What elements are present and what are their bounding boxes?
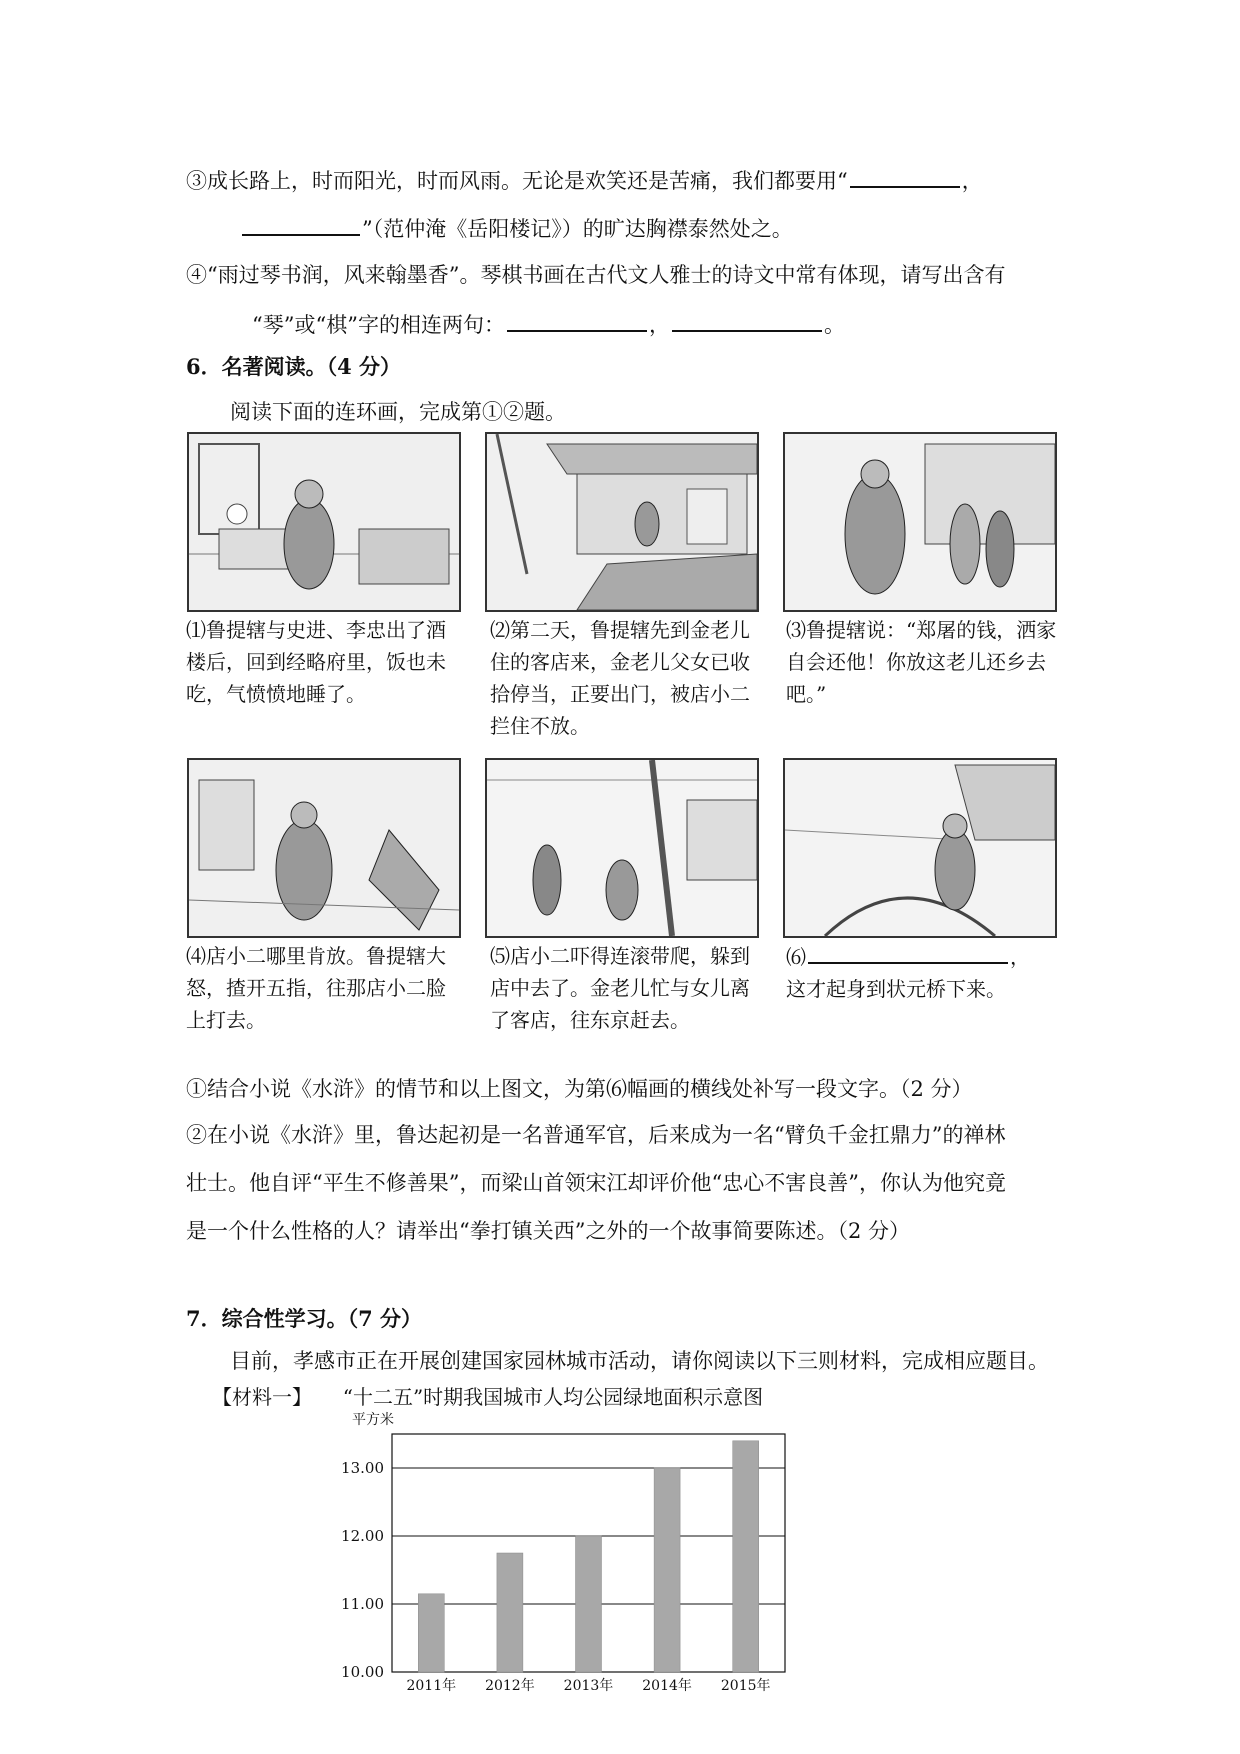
comic-panel-1-image xyxy=(187,432,461,612)
x-tick-label: 2013年 xyxy=(563,1678,614,1694)
comic-caption-5: ⑸店小二吓得连滚带爬，躲到店中去了。金老儿忙与女儿离了客店，往东京赶去。 xyxy=(490,944,750,1032)
material-one-header xyxy=(212,1382,763,1412)
comic-illustration-3 xyxy=(785,434,1055,610)
comic-caption-1: ⑴鲁提辖与史进、李忠出了酒楼后，回到经略府里，饭也未吃，气愤愤地睡了。 xyxy=(186,618,446,706)
q6-title: 6．名著阅读。（4 分） xyxy=(186,354,402,379)
y-tick-label: 10.00 xyxy=(341,1663,384,1681)
q7-title: 7．综合性学习。（7 分） xyxy=(186,1306,423,1331)
answer-blank[interactable] xyxy=(242,212,360,236)
comic-illustration-6 xyxy=(785,760,1055,936)
x-tick-label: 2012年 xyxy=(485,1678,535,1694)
q6-sub1: ①结合小说《水浒》的情节和以上图文，为第⑹幅画的横线处补写一段文字。（2 分） xyxy=(186,1077,973,1101)
x-tick-label: 2015年 xyxy=(720,1678,771,1694)
y-tick-label: 12.00 xyxy=(341,1527,384,1545)
answer-blank[interactable] xyxy=(808,940,1008,964)
q5-item3-line1: ③成长路上，时而阳光，时而风雨。无论是欢笑还是苦痛，我们都要用“ ， xyxy=(186,164,983,196)
answer-blank[interactable] xyxy=(672,308,822,332)
q5-item4-line1: ④“雨过琴书润，风来翰墨香”。琴棋书画在古代文人雅士的诗文中常有体现，请写出含有 xyxy=(186,263,1006,287)
y-tick-label: 11.00 xyxy=(341,1595,384,1613)
x-tick-label: 2011年 xyxy=(406,1678,457,1694)
comic-caption-3: ⑶鲁提辖说：“郑屠的钱，洒家自会还他！你放这老儿还乡去吧。” xyxy=(786,618,1057,706)
x-tick-label: 2014年 xyxy=(642,1678,692,1694)
comic-illustration-1 xyxy=(189,434,459,610)
y-axis-label: 平方米 xyxy=(352,1412,394,1428)
material-label: 【材料一】 xyxy=(212,1385,312,1409)
chart-title: “十二五”时期我国城市人均公园绿地面积示意图 xyxy=(342,1385,764,1409)
comic-illustration-4 xyxy=(189,760,459,936)
bar-2015年 xyxy=(733,1441,759,1672)
comic-caption-6: ⑹ ， 这才起身到状元桥下来。 xyxy=(786,940,1061,1005)
comic-panel-3-image xyxy=(783,432,1057,612)
q6-sub2-line2: 壮士。他自评“平生不修善果”，而梁山首领宋江却评价他“忠心不害良善”，你认为他究竟 xyxy=(186,1171,1006,1195)
q5-item4-line2: “琴”或“棋”字的相连两句： ， 。 xyxy=(252,308,845,340)
y-tick-label: 13.00 xyxy=(341,1459,384,1477)
bar-2012年 xyxy=(497,1553,523,1672)
comic-panel-6-image xyxy=(783,758,1057,938)
answer-blank[interactable] xyxy=(850,164,960,188)
bar-2013年 xyxy=(576,1536,602,1672)
q6-sub2-line1: ②在小说《水浒》里，鲁达起初是一名普通军官，后来成为一名“臂负千金扛鼎力”的禅林 xyxy=(186,1123,1006,1147)
bar-2011年 xyxy=(418,1594,444,1672)
q6-sub2-line3: 是一个什么性格的人？请举出“拳打镇关西”之外的一个故事简要陈述。（2 分） xyxy=(186,1219,911,1243)
q7-intro: 目前，孝感市正在开展创建国家园林城市活动，请你阅读以下三则材料，完成相应题目。 xyxy=(230,1349,1049,1373)
comic-caption-4: ⑷店小二哪里肯放。鲁提辖大怒，揸开五指，往那店小二脸上打去。 xyxy=(186,944,446,1032)
bar-2014年 xyxy=(654,1468,680,1672)
q5-item3-text: ③成长路上，时而阳光，时而风雨。无论是欢笑还是苦痛，我们都要用“ xyxy=(186,169,848,193)
comic-illustration-2 xyxy=(487,434,757,610)
comic-panel-4-image xyxy=(187,758,461,938)
green-area-bar-chart xyxy=(330,1410,850,1710)
answer-blank[interactable] xyxy=(507,308,647,332)
q6-intro: 阅读下面的连环画，完成第①②题。 xyxy=(230,400,566,424)
comic-illustration-5 xyxy=(487,760,757,936)
q5-item3-line2: ”（范仲淹《岳阳楼记》）的旷达胸襟泰然处之。 xyxy=(240,212,793,244)
comic-panel-2-image xyxy=(485,432,759,612)
comic-panel-5-image xyxy=(485,758,759,938)
comic-caption-2: ⑵第二天，鲁提辖先到金老儿住的客店来，金老儿父女已收拾停当，正要出门，被店小二拦住不放。 xyxy=(490,618,750,738)
